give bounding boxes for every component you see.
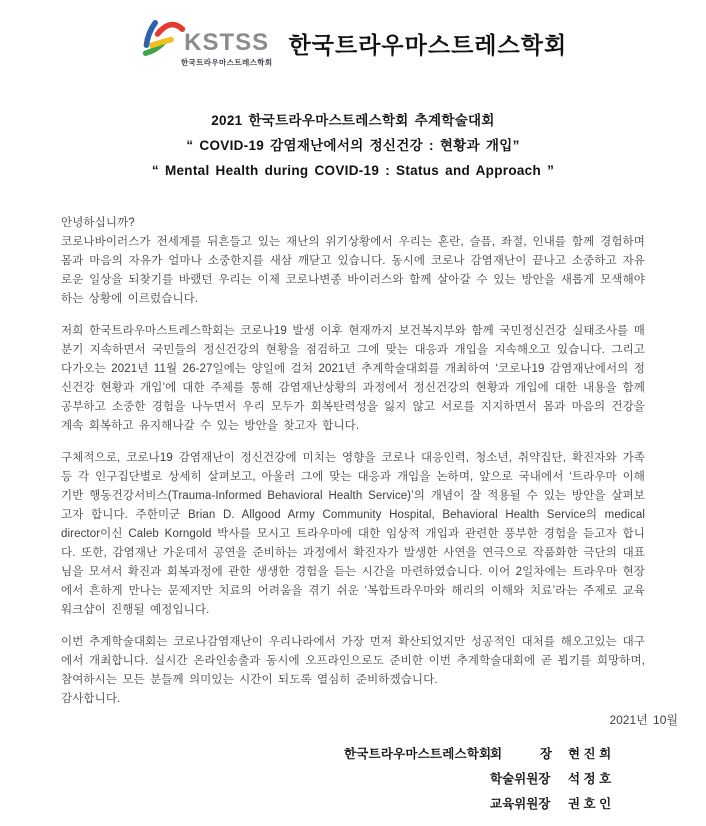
logo-text-block (181, 31, 273, 68)
signature-name-education-chair: 권 호 인 (568, 797, 612, 811)
signature-title-education-chair: 교육위원장 (490, 797, 551, 811)
signature-row (0, 767, 630, 792)
closing-thanks: 감사합니다. (61, 693, 121, 705)
logo-acronym: KSTSS (184, 29, 270, 56)
signature-name-president: 현 진 희 (568, 747, 612, 761)
signature-row (0, 742, 630, 767)
signature-block (0, 742, 706, 817)
conference-theme-english: “ Mental Health during COVID-19 : Status and Approach ” (151, 163, 555, 178)
paragraph-venue: 이번 추계학술대회는 코로나감염재난이 우리나라에서 가장 먼저 확산되었지만 성공적인 대처를 해오고있는 대구에서 개최합니다. 실시간 온라인송출과 동시에 오프라인으로도 준비한 이번 추계학술대회에 곧 뵙기를 희망하며, 참여하시는 모든 분들께 의미있는 시간이 되도록 열심히 준비하겠습니다. (61, 636, 645, 686)
kstss-logo (139, 18, 273, 68)
conference-theme-korean: “ COVID-19 감염재난에서의 정신건강 : 현황과 개입” (186, 138, 520, 153)
letter-body (0, 214, 706, 709)
letterhead (0, 12, 706, 74)
greeting-line: 안녕하십니까? (61, 217, 135, 229)
date-line: 2021년 10월 (609, 713, 678, 727)
paragraph-program-details: 구체적으로, 코로나19 감염재난이 정신건강에 미치는 영향을 코로나 대응인력, 청소년, 취약집단, 확진자와 가족 등 각 인구집단별로 상세히 살펴보고, 아울러 그에 맞는 대응과 개입을 논하며, 앞으로 국내에서 ‘트라우마 이해기반 행동건강서비스(Trauma-Informed Behavioral Health Service)’의 개념이 잘 적용될 수 있는 방안을 살펴보고자 합니다. 주한미군 Brian D. Allgood Army Community Hospital, Behavioral Health Service의 medical director이신 Caleb Korngold 박사를 모시고 트라우마에 대한 임상적 개입과 관련한 풍부한 경험을 듣고자 합니다. 또한, 감염재난 가운데서 공연을 준비하는 과정에서 확진자가 발생한 사연을 연극으로 작품화한 극단의 대표님을 모셔서 확진과 회복과정에 관한 생생한 경험을 듣는 시간을 마련하였습니다. 이어 2일차에는 트라우마 현장에서 흔하게 만나는 문제지만 치료의 어려움을 겪기 쉬운 ‘복합트라우마와 해리의 이해와 치료’라는 주제로 교육워크샵이 진행될 예정입니다. (61, 452, 645, 616)
paragraph-conference-overview: 저희 한국트라우마스트레스학회는 코로나19 발생 이후 현재까지 보건복지부와 함께 국민정신건강 실태조사를 매 분기 지속하면서 국민들의 정신건강의 현황을 점검하고 그에 맞는 대응과 개입을 지속해오고 있습니다. 그리고 다가오는 2021년 11월 26-27일에는 양일에 걸쳐 2021년 추계학술대회를 개최하여 ‘코로나19 감염재난에서의 정신건강 현황과 개입’에 대한 주제를 통해 감염재난상황의 과정에서 정신건강의 현황과 개입에 대한 내용을 함께 공부하고 소중한 경험을 나누면서 우리 모두가 회복탄력성을 잃지 않고 서로를 지지하면서 몸과 마음의 건강을 계속 회복하고 유지해나갈 수 있는 방안을 찾고자 합니다. (61, 325, 645, 432)
signature-title-president: 회 장 (490, 747, 552, 761)
logo-stroke-red (157, 25, 182, 34)
logo-subtitle: 한국트라우마스트레스학회 (180, 58, 273, 67)
conference-title-korean: 2021 한국트라우마스트레스학회 추계학술대회 (211, 113, 495, 128)
signature-title-academic-chair: 학술위원장 (490, 772, 551, 786)
signature-name-academic-chair: 석 정 호 (568, 772, 612, 786)
conference-heading (0, 108, 706, 183)
signature-org: 한국트라우마스트레스학회 (344, 747, 492, 761)
organization-title: 한국트라우마스트레스학회 (288, 31, 568, 58)
signature-row (0, 792, 630, 817)
paragraph-intro: 코로나바이러스가 전세계를 뒤흔들고 있는 재난의 위기상황에서 우리는 혼란, 슬픔, 좌절, 인내를 함께 경험하며 몸과 마음의 자유가 얼마나 소중한지를 새삼 깨닫고 있습니다. 동시에 코로나 감염재난이 끝나고 소중하고 자유로운 일상을 되찾기를 바랬던 우리는 이제 코로나변종 바이러스와 함께 살아갈 수 있는 방안을 새롭게 모색해야하는 상황에 이르렀습니다. (61, 236, 645, 305)
logo-stroke-yellow (152, 40, 171, 46)
